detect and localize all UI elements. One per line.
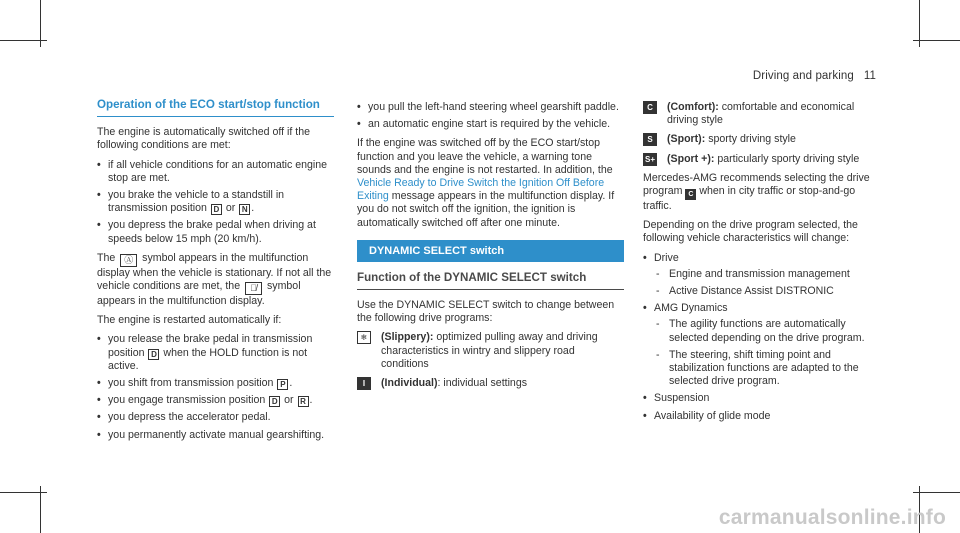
- paragraph-text: message appears in the multifunction display. If you do not switch off the ignition, the ignition is automatically switched off after one minute.: [357, 190, 615, 229]
- list-item: [97, 411, 334, 424]
- stop-conditions-list: [97, 159, 334, 246]
- characteristics-intro: Depending on the drive program selected, the following vehicle characteristics will change:: [643, 219, 858, 245]
- mode-label: (Individual): [381, 377, 438, 390]
- list-item-text: you permanently activate manual gearshifting.: [108, 428, 325, 441]
- list-item-text: .: [251, 202, 255, 215]
- column-middle: [357, 101, 624, 396]
- eco-start-stop-off-icon: Ⓐ̸: [245, 282, 262, 295]
- sport-mode-icon: S: [643, 133, 657, 146]
- list-item-text: or: [225, 202, 236, 215]
- list-item-text: you engage transmission position: [108, 394, 266, 407]
- running-header: [753, 70, 876, 82]
- list-item-text: .: [289, 377, 293, 390]
- crop-mark: [0, 492, 47, 493]
- crop-mark: [40, 486, 41, 533]
- list-item: [97, 333, 334, 373]
- sub-list-item: - Active Distance Assist DISTRONIC: [654, 285, 883, 298]
- list-item-text: you release the brake pedal in transmission position: [108, 333, 313, 359]
- list-item-text: when the HOLD function is not active.: [108, 346, 308, 372]
- display-message-link[interactable]: Vehicle Ready to Drive Switch the Ignition Off Before Exiting: [357, 177, 605, 203]
- comfort-mode-icon: C: [643, 101, 657, 114]
- list-item: [643, 252, 883, 299]
- crop-mark: [0, 40, 47, 41]
- gear-d-symbol: D: [211, 204, 222, 215]
- eco-start-stop-icon: Ⓐ: [120, 254, 137, 267]
- list-item-text: Drive: [654, 251, 679, 264]
- section-banner-dynamic-select: DYNAMIC SELECT switch: [357, 240, 624, 262]
- watermark: carmanualsonline.info: [718, 506, 946, 529]
- list-item: • Availability of glide mode: [643, 410, 883, 423]
- mode-description: comfortable and economical driving style: [667, 101, 855, 127]
- crop-mark: [913, 492, 960, 493]
- sub-list-item: - The steering, shift timing point and stabilization functions are adapted to the selected drive program.: [654, 349, 883, 389]
- paragraph-text: symbol appears in the multifunction display when the vehicle is stationary. If not all the vehicle conditions are met, the: [97, 251, 332, 293]
- drive-program-sport: [643, 133, 883, 146]
- mode-description: optimized pulling away and driving characteristics in wintry and slippery road conditions: [381, 331, 598, 370]
- list-item: [643, 302, 883, 388]
- recommendation-paragraph: [643, 172, 883, 213]
- list-item-text: .: [309, 394, 313, 407]
- eco-symbol-paragraph: [97, 252, 334, 308]
- drive-program-sport-plus: [643, 153, 883, 166]
- list-item-text: AMG Dynamics: [654, 302, 728, 315]
- list-item: • Suspension: [643, 392, 883, 405]
- drive-program-comfort: [643, 101, 883, 127]
- column-right: [643, 101, 883, 429]
- sub-list-item: - The agility functions are automatically selected depending on the drive program.: [654, 318, 883, 344]
- gear-d-symbol: D: [269, 396, 280, 407]
- paragraph-text: Mercedes-AMG recommends selecting the drive program: [643, 171, 870, 198]
- restart-conditions-list: [97, 333, 334, 441]
- drive-program-slippery: [357, 331, 624, 371]
- crop-mark: [913, 40, 960, 41]
- mode-label: (Sport +):: [667, 152, 715, 165]
- list-item: • an automatic engine start is required by the vehicle.: [357, 118, 624, 131]
- paragraph-text: when in city traffic or stop-and-go traffic.: [643, 185, 856, 213]
- mode-label: (Comfort):: [667, 101, 719, 113]
- drive-program-individual: [357, 377, 624, 390]
- dynamic-select-intro: Use the DYNAMIC SELECT switch to change between the following drive programs:: [357, 299, 615, 325]
- drive-sublist: [654, 268, 883, 298]
- gear-d-symbol: D: [148, 349, 159, 360]
- list-item: [97, 377, 334, 390]
- more-restart-list: [357, 101, 624, 131]
- paragraph-text: symbol appears in the multifunction display.: [97, 280, 301, 308]
- column-left: [97, 98, 334, 448]
- list-item-text: you depress the brake pedal when driving at speeds below 15 mph (20 km/h).: [108, 219, 316, 245]
- gear-p-symbol: P: [277, 379, 288, 390]
- individual-mode-icon: I: [357, 377, 371, 390]
- list-item: [97, 429, 334, 442]
- list-item-text: you depress the accelerator pedal.: [108, 411, 271, 424]
- warning-paragraph: [357, 137, 624, 229]
- page-number: 11: [863, 70, 876, 82]
- restart-intro: The engine is restarted automatically if:: [97, 314, 282, 327]
- gear-r-symbol: R: [298, 396, 309, 407]
- mode-description: sporty driving style: [708, 133, 796, 146]
- section-title-eco: Operation of the ECO start/stop function: [97, 98, 334, 117]
- list-item: • you pull the left-hand steering wheel gearshift paddle.: [357, 101, 624, 114]
- sport-plus-mode-icon: S+: [644, 154, 655, 164]
- mode-description: particularly sporty driving style: [717, 152, 860, 165]
- list-item: [97, 189, 334, 215]
- gear-n-symbol: N: [239, 204, 250, 215]
- snowflake-icon: ❄: [357, 331, 371, 344]
- comfort-mode-icon: C: [685, 189, 696, 200]
- mode-label: (Slippery):: [381, 331, 434, 344]
- paragraph-text: If the engine was switched off by the ECO start/stop function and you leave the vehicle, a warning tone sounds and the engine is not restarted. In addition, the: [357, 137, 613, 176]
- mode-label: (Sport):: [667, 133, 706, 146]
- list-item: [97, 219, 334, 245]
- list-item-text: you shift from transmission position: [108, 377, 274, 390]
- header-title: Driving and parking: [752, 70, 854, 82]
- sub-list-item: - Engine and transmission management: [654, 268, 883, 281]
- amg-sublist: [654, 318, 883, 388]
- subsection-title-dynamic-select: Function of the DYNAMIC SELECT switch: [357, 271, 624, 290]
- list-item-text: or: [284, 394, 294, 407]
- paragraph-text: The: [97, 251, 116, 264]
- list-item-text: if all vehicle conditions for an automatic engine stop are met.: [108, 158, 328, 184]
- list-item: [97, 394, 334, 407]
- characteristics-list: [643, 252, 883, 423]
- eco-intro: The engine is automatically switched off if the following conditions are met:: [97, 126, 310, 152]
- list-item: [97, 159, 334, 185]
- list-item-text: you brake the vehicle to a standstill in transmission position: [108, 189, 285, 215]
- mode-description: : individual settings: [437, 377, 528, 390]
